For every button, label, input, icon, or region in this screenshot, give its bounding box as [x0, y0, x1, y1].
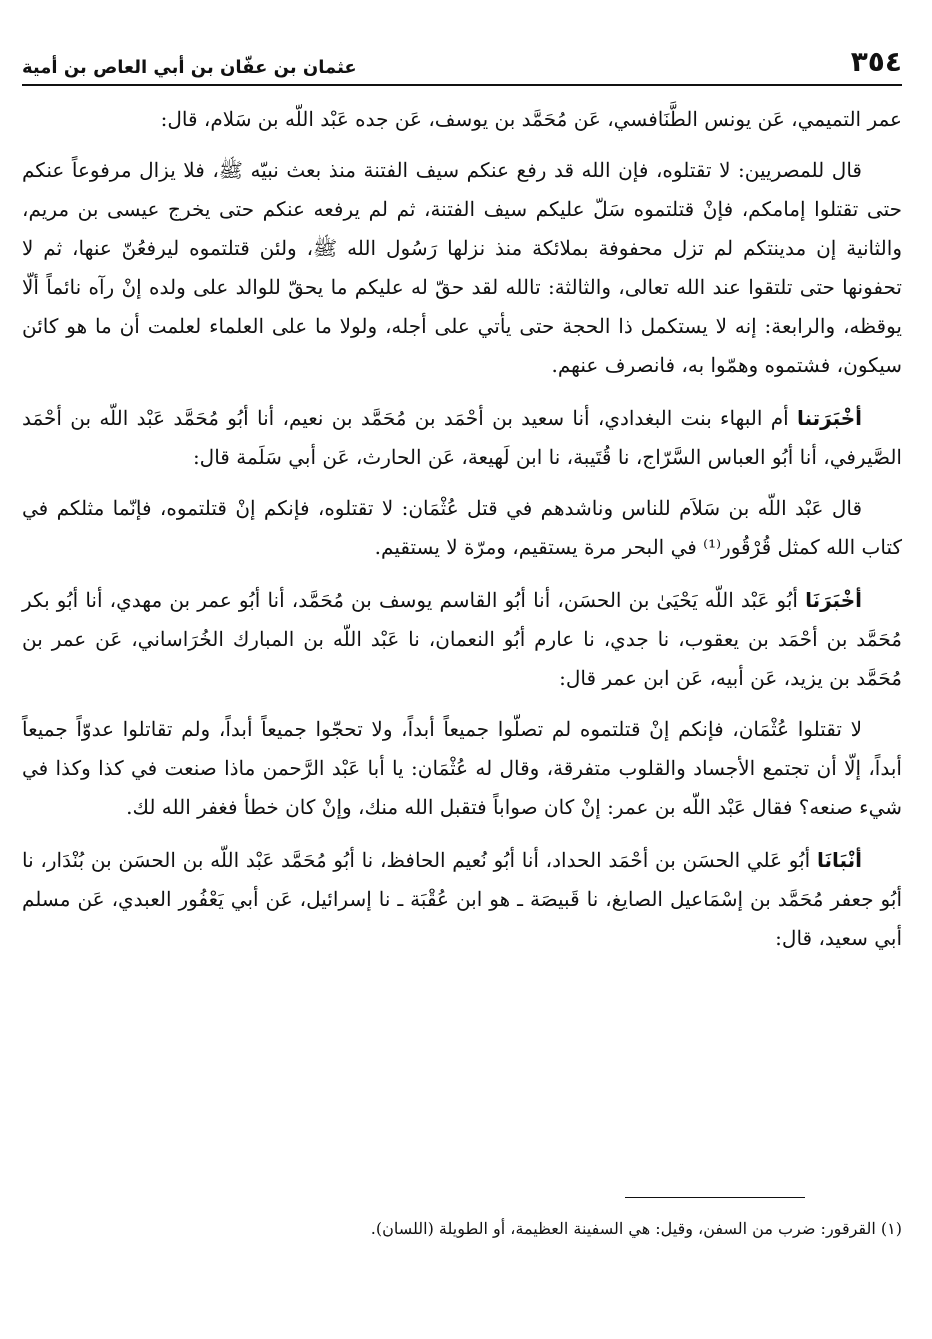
paragraph-text: أبُو عَلي الحسَن بن أحْمَد الحداد، أنا أبُو نُعيم الحافظ، نا أبُو مُحَمَّد عَبْد اللّه بن الحسَن بن بُنْدَار، نا أبُو جعفر مُحَمَّد بن إسْمَاعيل الصايغ، نا قَبيصَة ـ هو ابن عُقْبَة ـ نا إسرائيل، عَن أبي يَعْفُور العبدي، عَن مسلم أبي سعيد، قال:: [22, 848, 902, 950]
footnote-divider: [625, 1197, 805, 1198]
paragraph-lead-word: أخْبَرَنَا: [805, 588, 862, 612]
paragraph-text: أبُو عَبْد اللّه يَحْيَىٰ بن الحسَن، أنا أبُو القاسم يوسف بن مُحَمَّد، أنا أبُو عمر بن مهدي، أنا أبُو بكر مُحَمَّد بن أحْمَد بن يعقوب، نا جدي، نا عارم أبُو النعمان، نا عَبْد اللّه بن المبارك الخُرَاساني، عَن عمر بن مُحَمَّد بن يزيد، عَن أبيه، عَن ابن عمر قال:: [22, 588, 902, 690]
footnote: (١) القرقور: ضرب من السفن، وقيل: هي السفينة العظيمة، أو الطويلة (اللسان).: [370, 1219, 902, 1238]
page-number: ٣٥٤: [850, 45, 902, 78]
paragraph-text: قال للمصريين: لا تقتلوه، فإن الله قد رفع عنكم سيف الفتنة منذ بعث نبيّه ﷺ، فلا يزال مرفوعاً عنكم حتى تقتلوا إمامكم، فإنْ قتلتموه سَلّ عليكم سيف الفتنة، ثم لم يرفعه عنكم حتى يخرج عيسى بن مريم، والثانية إن مدينتكم لم تزل محفوفة بملائكة منذ نزلها رَسُول الله ﷺ، ولئن قتلتموه ليرفعُنّ عنها، ثم لا تحفونها حتى تلتقوا عند الله تعالى، والثالثة: تالله لقد حقّ له عليكم ما يحقّ للوالد على ولده إنْ رآه نائماً ألّا يوقظه، والرابعة: إنه لا يستكمل ذا الحجة حتى يأتي على أجله، ولولا ما على العلماء لعلمت أن ما هو كائن سيكون، فشتموه وهمّوا به، فانصرف عنهم.: [22, 158, 902, 377]
paragraph-7: [22, 841, 902, 958]
paragraph-text: أم البهاء بنت البغدادي، أنا سعيد بن أحْمَد بن مُحَمَّد بن نعيم، أنا أبُو مُحَمَّد عَبْد اللّه بن أحْمَد الصَّيرفي، أنا أبُو العباس السَّرّاج، نا قُتَيبة، نا ابن لَهيعة، عَن الحارث، عَن أبي سَلَمة قال:: [22, 406, 902, 469]
main-text: [22, 100, 902, 970]
paragraph-4: [22, 489, 902, 567]
paragraph-text: عمر التميمي، عَن يونس الطَّنَافسي، عَن مُحَمَّد بن يوسف، عَن جده عَبْد اللّه بن سَلام، قال:: [160, 107, 902, 131]
paragraph-6: [22, 710, 902, 827]
page-header: [22, 38, 902, 86]
paragraph-2: [22, 151, 902, 385]
paragraph-text: لا تقتلوا عُثْمَان، فإنكم إنْ قتلتموه لم تصلّوا جميعاً أبداً، ولا تحجّوا جميعاً أبداً، ولم تقاتلوا عدوّاً جميعاً أبداً، إلّا أن تجتمع الأجساد والقلوب متفرقة، وقال له عُثْمَان: يا أبا عَبْد الرَّحمن ماذا صنعت في كذا وكذا في شيء صنعه؟ فقال عَبْد اللّه بن عمر: إنْ كان صواباً فتقبل الله منك، وإنْ كان خطأ فغفر الله لك.: [22, 717, 902, 819]
paragraph-5: [22, 581, 902, 698]
paragraph-1: [22, 100, 902, 139]
running-title: عثمان بن عفّان بن أبي العاص بن أمية: [22, 57, 357, 78]
paragraph-text: قال عَبْد اللّه بن سَلاَم للناس وناشدهم في قتل عُثْمَان: لا تقتلوه، فإنكم إنْ قتلتموه، فإنّما مثلكم في كتاب الله كمثل قُرْقُور⁽¹⁾ في البحر مرة يستقيم، ومرّة لا يستقيم.: [22, 496, 902, 559]
paragraph-3: [22, 399, 902, 477]
paragraph-lead-word: أنْبَانَا: [816, 848, 863, 872]
paragraph-lead-word: أخْبَرَتنا: [796, 406, 863, 430]
